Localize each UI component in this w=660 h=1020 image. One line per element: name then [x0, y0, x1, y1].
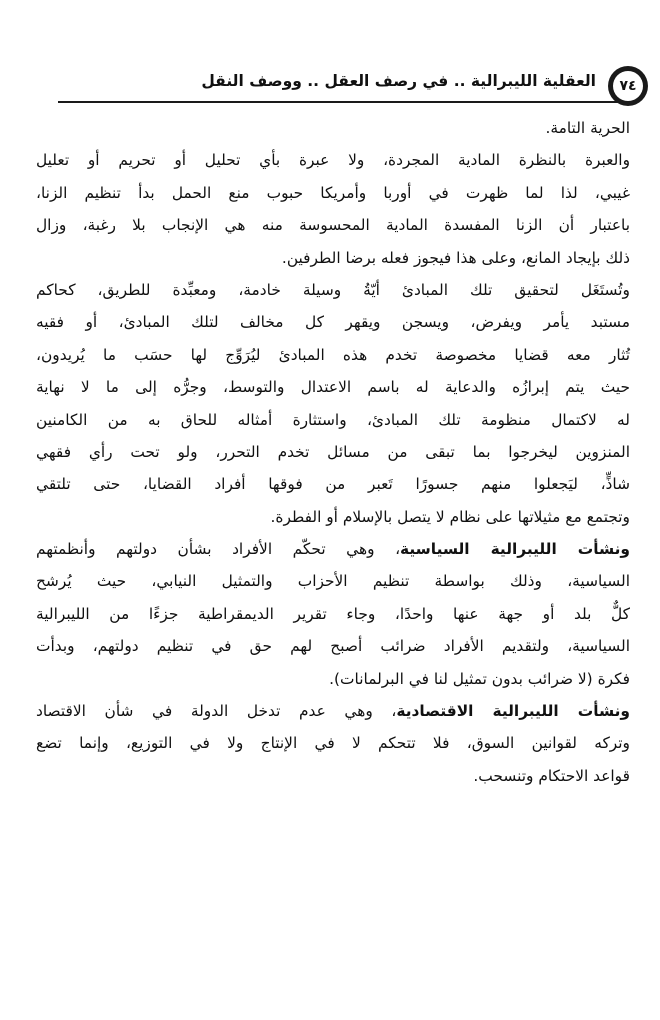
text-line: المنزوين ليخرجوا بما تبقى من مسائل تخدم التحرر، ولو تحت رأي فقهي [36, 442, 630, 461]
text-line: وتجتمع مع مثيلاتها على نظام لا يتصل بالإسلام أو الفطرة. [270, 507, 630, 526]
text-line: كلٌّ بلد أو جهة عنها واحدًا، وجاء تقرير الديمقراطية جزءًا من الليبرالية [36, 604, 630, 623]
text-line: شاذٍّ، ليَجعلوا منهم جسورًا تَعبر من فوقها أفراد القضايا، حتى تلتقي [36, 475, 630, 494]
bold-lead-political: ونشأت الليبرالية السياسية [400, 540, 630, 559]
text-line: حيث يتم إبرازُه والدعاية له باسم الاعتدال والتوسط، وجرُّه إلى ما لا نهاية [36, 378, 630, 397]
bold-lead-economic: ونشأت الليبرالية الاقتصادية [396, 702, 630, 721]
economic-lead-rest: ، وهي عدم تدخل الدولة في شأن الاقتصاد [36, 702, 397, 721]
text-line: مستبد يأمر ويفرض، ويسجن ويقهر كل مخالف لتلك المبادئ، أو فقيه [36, 313, 630, 332]
text-line: ذلك بإيجاد المانع، وعلى هذا فيجوز فعله برضا الطرفين. [281, 248, 630, 267]
text-line-political [36, 533, 630, 565]
political-lead-rest: ، وهي تحكّم الأفراد بشأن دولتهم وأنظمتهم [36, 540, 401, 559]
running-header [58, 66, 648, 110]
text-line: السياسية، ولتقديم الأفراد ضرائب أصبح لهم حق في تنظيم دولتهم، وبدأت [36, 637, 630, 656]
body-text [36, 112, 630, 792]
text-line: وتركه لقوانين السوق، فلا تتحكم لا في الإنتاج ولا في التوزيع، وإنما تضع [36, 734, 630, 753]
page-number: ٧٤ [613, 71, 643, 101]
text-line: وتُستَغَل لتحقيق تلك المبادئ أيّةُ وسيلة خادمة، ومعبِّدة للطريق، كحاكم [36, 280, 630, 299]
text-line: الحرية التامة. [545, 119, 630, 137]
text-line: تُثار معه قضايا مخصوصة تخدم هذه المبادئ ليُرَوِّج لها حسَب ما يُريدون، [36, 345, 630, 364]
page-number-badge [608, 66, 648, 106]
text-line: قواعد الاحتكام وتنسحب. [473, 766, 630, 785]
text-line: السياسية، وذلك بواسطة تنظيم الأحزاب والتمثيل النيابي، حيث يُرشح [36, 572, 630, 591]
text-line-economic [36, 695, 630, 727]
running-title: العقلية الليبرالية .. في رصف العقل .. ووصف النقل [201, 72, 596, 90]
text-line: غيبي، لذا لما ظهرت في أوربا وأمريكا حبوب منع الحمل بدأ تنظيم الزنا، [36, 183, 630, 202]
text-line: والعبرة بالنظرة المادية المجردة، ولا عبرة بأي تحليل أو تحريم أو تعليل [36, 151, 630, 170]
header-divider [58, 101, 618, 103]
text-line: له لاكتمال منظومة تلك المبادئ، واستثارة أمثاله للحاق به من الكامنين [36, 410, 630, 429]
text-line: باعتبار أن الزنا المفسدة المادية المحسوسة منه هي الإنجاب بلا رغبة، وزال [36, 216, 630, 235]
text-line: فكرة (لا ضرائب بدون تمثيل لنا في البرلمانات). [329, 669, 630, 688]
